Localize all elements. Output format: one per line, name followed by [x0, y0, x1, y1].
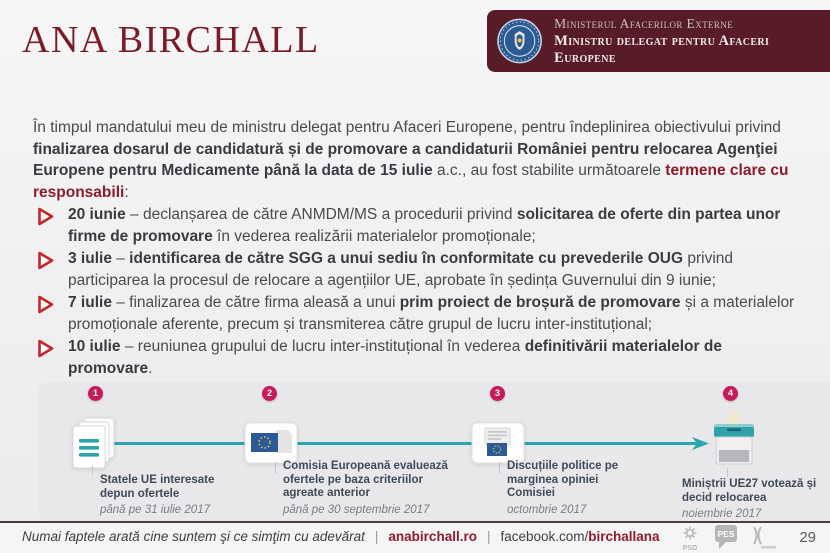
- deadline-list: [36, 204, 802, 380]
- bullet-bold-segment: identificarea de către SGG a unui sediu în conformitate cu prevederile OUG: [129, 250, 684, 267]
- ballot-box-icon: [709, 410, 759, 470]
- step-number-badge: 1: [88, 386, 103, 401]
- intro-red-highlight: termene clare cu responsabili: [33, 162, 789, 201]
- bullet-text: [68, 248, 802, 291]
- red-triangle-bullet-icon: [36, 292, 68, 335]
- bullet-dash: –: [125, 206, 143, 223]
- intro-text-3: :: [124, 183, 129, 201]
- step-date: până pe 31 iulie 2017: [100, 504, 210, 516]
- bullet-segment: și a materialelor promoționale aferente, precum și transmiterea către grupul de lucru inter-instituțional;: [68, 294, 795, 333]
- facebook-link[interactable]: [500, 529, 659, 544]
- footer-separator: |: [486, 529, 491, 544]
- government-seal-icon: [497, 18, 542, 64]
- step-title: Comisia Europeană evaluează ofertele pe baza criteriilor agreate anterior: [283, 460, 448, 499]
- facebook-prefix: facebook.com/: [500, 529, 589, 544]
- bullet-dash: –: [111, 294, 130, 311]
- step-connector: [727, 468, 728, 477]
- offer-documents-icon: [70, 416, 120, 470]
- page-title: ANA BIRCHALL: [22, 19, 320, 61]
- facebook-handle: birchallana: [588, 529, 660, 544]
- red-triangle-bullet-icon: [36, 248, 68, 291]
- bullet-dash: –: [111, 250, 130, 267]
- intro-text-1: În timpul mandatului meu de ministru delegat pentru Afaceri Europene, pentru îndeplinirea obiectivului privind: [33, 119, 781, 136]
- step-connector: [275, 462, 276, 474]
- footer-text-row: [22, 529, 660, 544]
- bullet-text: [68, 204, 802, 247]
- footer-separator: |: [374, 529, 379, 544]
- timeline-step: [100, 474, 250, 517]
- svg-text:PES: PES: [717, 529, 735, 539]
- step-title: Miniștrii UE27 votează și decid relocarea: [682, 478, 817, 504]
- svg-text:PSD: PSD: [682, 545, 698, 552]
- bullet-text: [68, 292, 802, 335]
- partner-logo-icon: [748, 524, 778, 552]
- bullet-segment: în vederea realizării materialelor promoționale;: [212, 227, 536, 245]
- list-item: [36, 248, 802, 291]
- footer-logos: [676, 524, 778, 552]
- step-title: Statele UE interesate depun ofertele: [100, 474, 215, 500]
- step-number-badge: 3: [490, 386, 505, 401]
- step-date: octombrie 2017: [507, 503, 587, 516]
- ministry-badge: [487, 10, 830, 72]
- list-item: [36, 292, 802, 335]
- step-connector: [499, 462, 500, 474]
- bullet-date: 10 iulie: [68, 338, 121, 355]
- bullet-segment: .: [148, 359, 153, 377]
- red-triangle-bullet-icon: [36, 204, 68, 247]
- timeline-connector-line: [100, 442, 698, 445]
- badge-minister-line: Ministru delegat pentru Afaceri Europene: [554, 32, 770, 66]
- bullet-segment: declanșarea de către ANMDM/MS a procedurii privind: [142, 206, 517, 223]
- red-triangle-bullet-icon: [36, 336, 68, 379]
- step-date: noiembrie 2017: [682, 508, 762, 520]
- bullet-bold-segment: solicitarea de oferte din partea unor firme de promovare: [68, 206, 781, 245]
- bullet-bold-segment: definitivării materialelor de promovare: [68, 338, 722, 377]
- bullet-segment: reuniunea grupului de lucru inter-instituțional în vederea: [137, 338, 525, 355]
- bullet-date: 3 iulie: [68, 250, 112, 267]
- step-number-badge: 4: [723, 386, 738, 401]
- commission-opinion-papers-icon: [471, 422, 525, 464]
- list-item: [36, 336, 802, 379]
- psd-logo-icon: [676, 524, 704, 552]
- step-number-badge: 2: [262, 386, 277, 401]
- page-number: 29: [799, 529, 816, 546]
- bullet-text: [68, 336, 802, 379]
- website-link[interactable]: anabirchall.ro: [388, 529, 477, 544]
- eu-commission-evaluation-icon: [244, 422, 298, 464]
- bullet-dash: –: [120, 338, 138, 355]
- timeline-step: [507, 460, 642, 517]
- badge-ministry-line: Ministerul Afacerilor Externe: [554, 15, 734, 31]
- intro-text-2: a.c., au fost stabilite următoarele: [432, 162, 666, 179]
- bullet-segment: finalizarea de către firma aleasă a unui: [129, 294, 400, 311]
- bullet-date: 20 iunie: [68, 206, 126, 223]
- step-date: până pe 30 septembrie 2017: [283, 503, 430, 516]
- timeline-step: [283, 460, 461, 517]
- footer-divider: [0, 521, 830, 523]
- intro-paragraph: [33, 117, 799, 203]
- timeline-strip: [38, 382, 830, 521]
- pes-logo-icon: [713, 524, 739, 552]
- step-title: Discuțiile politice pe marginea opiniei Comisiei: [507, 460, 619, 499]
- footer-motto: Numai faptele arată cine suntem şi ce simţim cu adevărat: [22, 529, 365, 544]
- list-item: [36, 204, 802, 247]
- timeline-step: [682, 478, 830, 521]
- intro-bold-1: finalizarea dosarul de candidatură și de promovare a candidaturii României pentru relocarea Agenţiei Europene pentru Medicamente până la data de 15 iulie: [33, 140, 778, 179]
- step-connector: [92, 466, 93, 475]
- bullet-date: 7 iulie: [68, 294, 112, 311]
- bullet-segment: privind participarea la procesul de relocare a agențiilor UE, aprobate în ședința Guvernului din 9 iunie;: [68, 250, 733, 289]
- bullet-bold-segment: prim proiect de broșură de promovare: [399, 294, 681, 311]
